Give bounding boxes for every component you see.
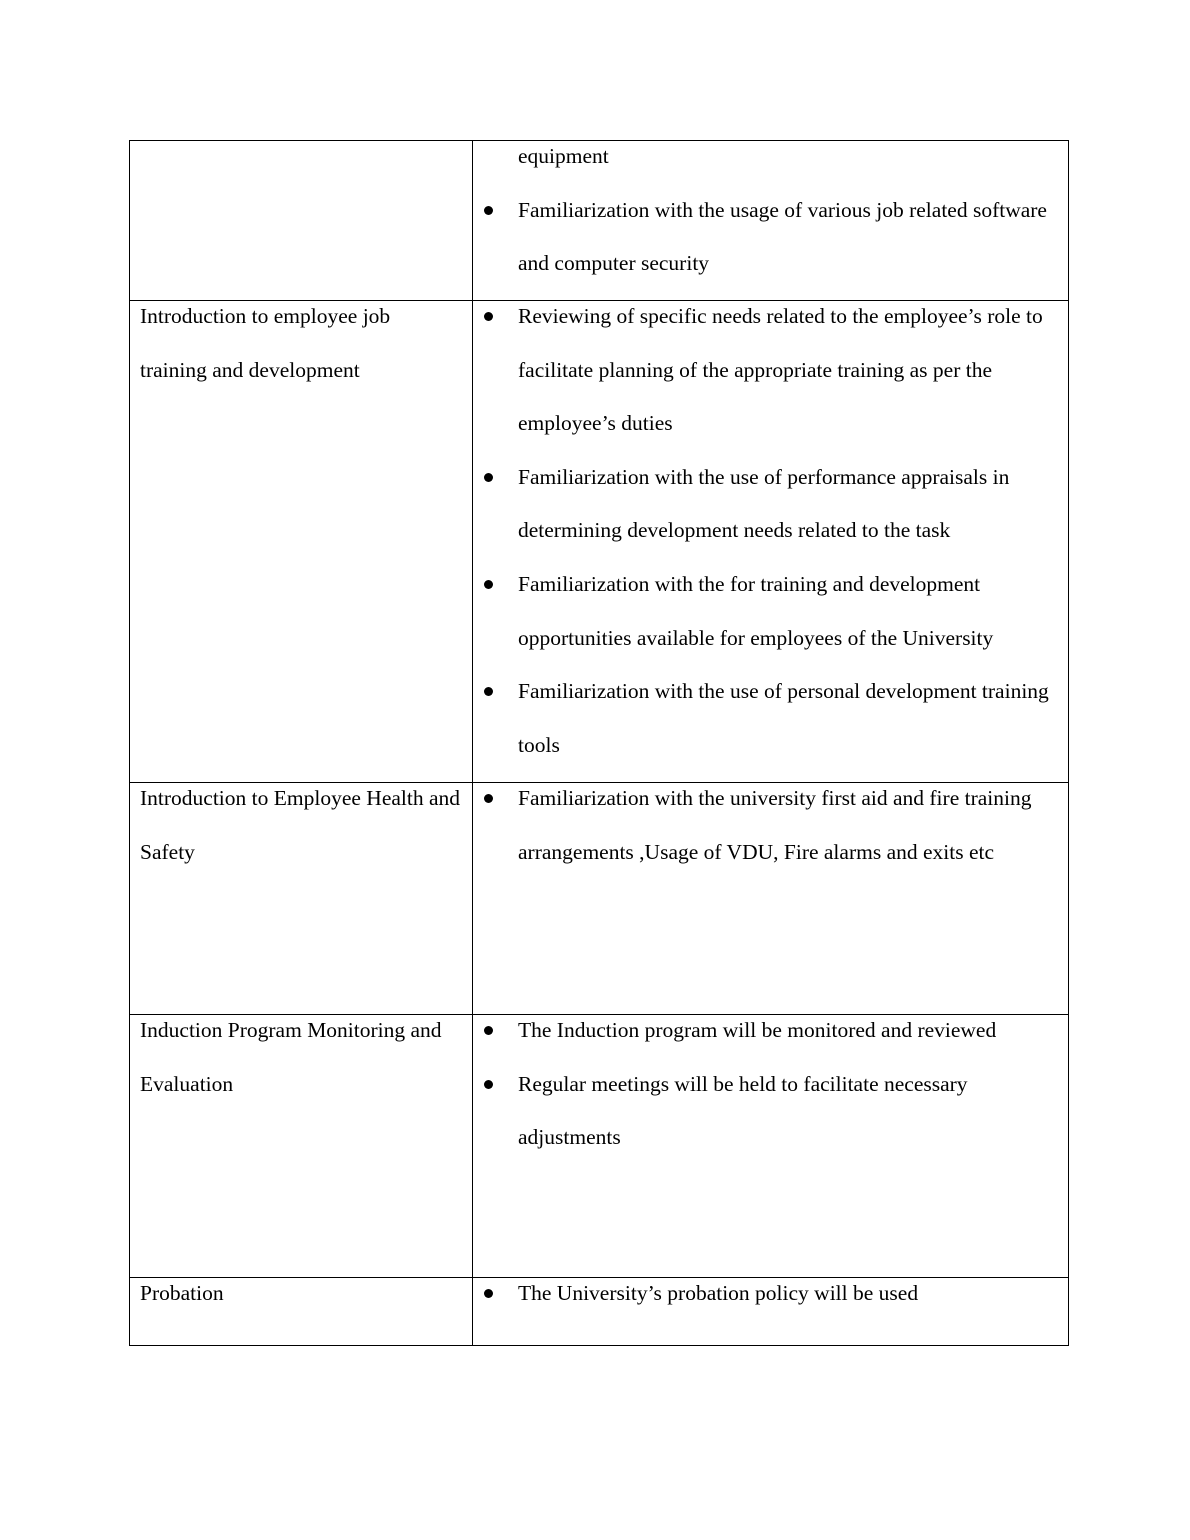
list-item [473,1004,1056,1058]
list-item [473,558,1056,665]
table-row [130,1278,1069,1346]
bullet-icon [484,473,493,482]
topic-cell [130,1015,473,1278]
details-cell [473,1278,1069,1346]
bullet-icon [484,312,493,321]
table-row [130,141,1069,301]
details-cell [473,301,1069,783]
list-item-text: Familiarization with the use of performance appraisals in determining development needs related to the task [518,464,1010,543]
list-item [473,772,1056,879]
topic-text: Probation [140,1281,224,1305]
bullet-icon [484,1289,493,1298]
list-item-text: Regular meetings will be held to facilitate necessary adjustments [518,1071,968,1150]
continued-text: equipment [518,144,609,168]
list-item-text: Familiarization with the for training and development opportunities available for employees of the University [518,571,994,650]
list-item [473,665,1056,772]
topic-cell [130,783,473,1015]
bullet-list [473,1004,1056,1165]
list-item-text: Familiarization with the use of personal development training tools [518,679,1049,757]
list-item-text: Familiarization with the university first aid and fire training arrangements ,Usage of VDU, Fire alarms and exits etc [518,786,1032,864]
details-cell [473,141,1069,301]
list-item-text: Familiarization with the usage of various job related software and computer security [518,197,1047,276]
table-row [130,301,1069,783]
bullet-icon [484,1080,493,1089]
details-cell [473,783,1069,1015]
topic-cell [130,141,473,301]
details-cell [473,1015,1069,1278]
list-item [473,184,1056,291]
topic-text: Induction Program Monitoring and Evaluation [140,1018,442,1096]
bullet-icon [484,580,493,589]
list-item-text: Reviewing of specific needs related to the employee’s role to facilitate planning of the appropriate training as per the employee’s duties [518,304,1043,436]
list-item [473,1267,1056,1321]
topic-text: Introduction to Employee Health and Safety [140,786,461,864]
table-row [130,1015,1069,1278]
list-item [473,451,1056,558]
list-item-text: The University’s probation policy will be used [518,1281,919,1305]
list-item [473,290,1056,451]
bullet-list [473,772,1056,879]
bullet-list [473,290,1056,772]
bullet-icon [484,794,493,803]
list-item [473,1058,1056,1165]
bullet-list [473,1267,1056,1321]
topic-text: Introduction to employee job training and development [140,304,391,382]
bullet-icon [484,206,493,215]
topic-cell [130,1278,473,1346]
topic-cell [130,301,473,783]
bullet-icon [484,687,493,696]
induction-table [129,140,1069,1346]
list-item-text: The Induction program will be monitored and reviewed [518,1018,997,1042]
bullet-list [473,184,1056,291]
table-row [130,783,1069,1015]
bullet-icon [484,1026,493,1035]
